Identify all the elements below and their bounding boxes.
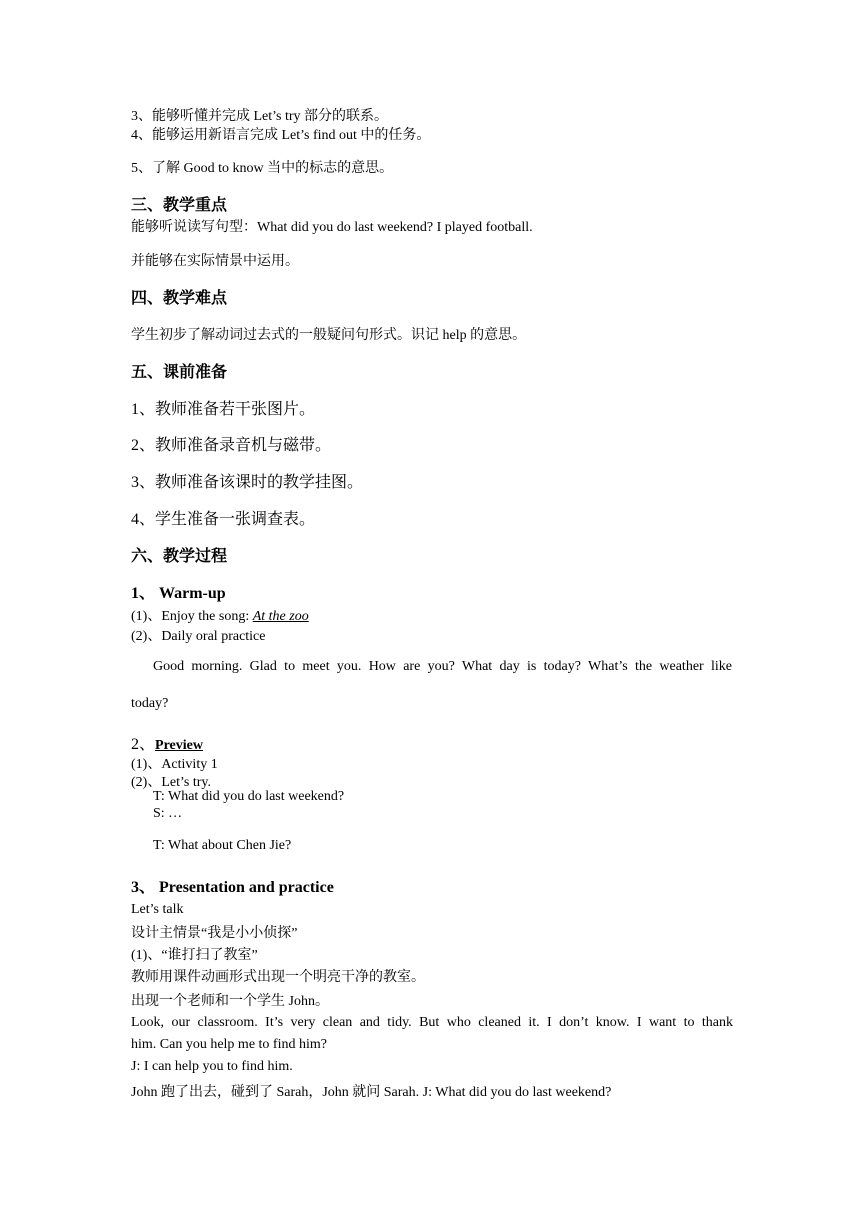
preparation-item: 3、教师准备该课时的教学挂图。 — [131, 474, 364, 491]
presentation-john-line: J: I can help you to find him. — [131, 1059, 293, 1074]
presentation-line: 教师用课件动画形式出现一个明亮干净的教室。 — [131, 970, 425, 985]
preview-lets-try: (2)、Let’s try. — [131, 775, 211, 790]
objective-item-3: 3、能够听懂并完成 Let’s try 部分的联系。 — [131, 109, 389, 124]
process-heading: 六、教学过程 — [131, 548, 228, 565]
preparation-item: 1、教师准备若干张图片。 — [131, 401, 316, 418]
presentation-line: 设计主情景“我是小小侦探” — [131, 926, 298, 941]
objective-item-4: 4、能够运用新语言完成 Let’s find out 中的任务。 — [131, 128, 431, 143]
difficulties-heading: 四、教学难点 — [131, 290, 228, 307]
key-points-heading: 三、教学重点 — [131, 197, 228, 214]
presentation-paragraph-line-2: him. Can you help me to find him? — [131, 1037, 327, 1052]
presentation-heading: 3、 Presentation and practice — [131, 879, 334, 896]
key-points-line-2: 并能够在实际情景中运用。 — [131, 254, 299, 269]
preview-activity: (1)、Activity 1 — [131, 757, 218, 772]
warmup-dialog-line-1: Good morning. Glad to meet you. How are you? What day is today? What’s the weather like — [153, 659, 732, 674]
key-points-line-1: 能够听说读写句型：What did you do last weekend? I played football. — [131, 220, 533, 235]
warmup-song-prefix: (1)、Enjoy the song: — [131, 609, 253, 624]
presentation-last-line: John 跑了出去，碰到了 Sarah，John 就问 Sarah. J: What did you do last weekend? — [131, 1085, 612, 1100]
preparation-heading: 五、课前准备 — [131, 364, 228, 381]
song-title: At the zoo — [252, 609, 309, 624]
presentation-line: (1)、“谁打扫了教室” — [131, 948, 258, 963]
preparation-item: 4、学生准备一张调查表。 — [131, 511, 316, 528]
presentation-line: Let’s talk — [131, 902, 184, 917]
warmup-song-line — [131, 605, 309, 625]
preview-dialog-t1: T: What did you do last weekend? — [153, 789, 345, 804]
objective-item-5: 5、了解 Good to know 当中的标志的意思。 — [131, 161, 394, 176]
preparation-item: 2、教师准备录音机与磁带。 — [131, 437, 332, 454]
preview-number: 2、 — [131, 736, 156, 753]
difficulties-line-1: 学生初步了解动词过去式的一般疑问句形式。识记 help 的意思。 — [131, 328, 527, 343]
warmup-dialog-line-2: today? — [131, 696, 169, 711]
preview-dialog-t2: T: What about Chen Jie? — [153, 838, 292, 853]
warmup-oral-practice: (2)、Daily oral practice — [131, 629, 266, 644]
presentation-paragraph-line-1: Look, our classroom. It’s very clean and tidy. But who cleaned it. I don’t know. I want to thank — [131, 1015, 733, 1030]
preview-heading — [131, 731, 203, 754]
warmup-heading: 1、 Warm-up — [131, 585, 226, 602]
preview-title: Preview — [155, 738, 203, 753]
preview-dialog-s1: S: … — [153, 806, 183, 821]
presentation-line: 出现一个老师和一个学生 John。 — [131, 994, 329, 1009]
